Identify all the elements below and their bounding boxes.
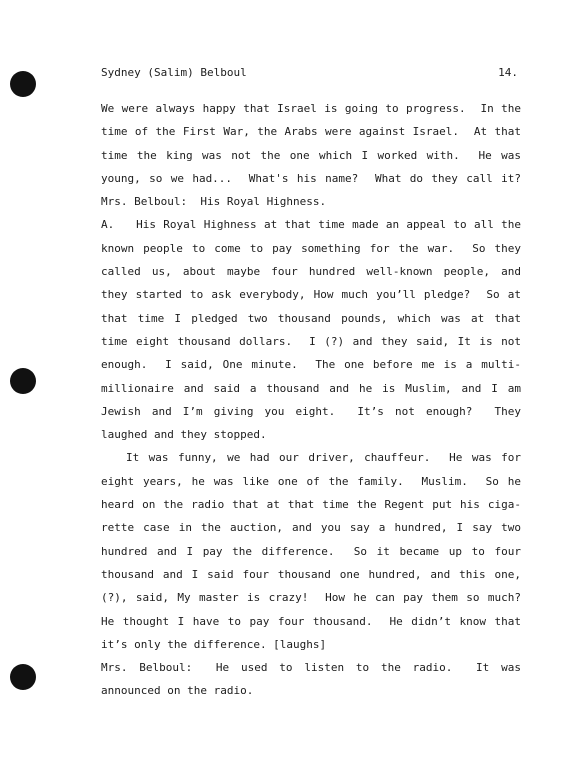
transcript-line: rette case in the auction, and you say a hundred, I say two	[101, 521, 521, 535]
transcript-line: time eight thousand dollars. I (?) and they said, It is not	[101, 334, 521, 348]
transcript-line: announced on the radio.	[101, 684, 254, 698]
transcript-line: thousand and I said four thousand one hundred, and this one,	[101, 567, 521, 581]
transcript-line: laughed and they stopped.	[101, 428, 267, 442]
transcript-line: eight years, he was like one of the family. Muslim. So he	[101, 474, 521, 488]
interviewee-name: Sydney (Salim) Belboul	[101, 66, 247, 79]
transcript-line: millionaire and said a thousand and he is Muslim, and I am	[101, 381, 521, 395]
transcript-line: called us, about maybe four hundred well-known people, and	[101, 265, 521, 279]
binder-hole	[10, 664, 36, 690]
transcript-line: time of the First War, the Arabs were against Israel. At that	[101, 125, 521, 139]
transcript-line: Mrs. Belboul: His Royal Highness.	[101, 195, 327, 209]
transcript-line: We were always happy that Israel is going to progress. In the	[101, 102, 521, 115]
transcript-line: young, so we had... What's his name? What do they call it?	[101, 171, 521, 185]
transcript-line: known people to come to pay something for the war. So they	[101, 241, 521, 255]
transcript-line: they started to ask everybody, How much you’ll pledge? So at	[101, 288, 521, 302]
transcript-body	[101, 102, 521, 708]
transcript-line: time the king was not the one which I worked with. He was	[101, 148, 521, 162]
transcript-line: that time I pledged two thousand pounds, which was at that	[101, 311, 521, 325]
page-number: 14.	[498, 66, 518, 79]
transcript-line: It was funny, we had our driver, chauffeur. He was for	[126, 451, 521, 465]
transcript-line: A. His Royal Highness at that time made an appeal to all the	[101, 218, 521, 232]
transcript-line: Jewish and I’m giving you eight. It’s not enough? They	[101, 404, 521, 418]
transcript-line: Mrs. Belboul: He used to listen to the radio. It was	[101, 661, 521, 675]
transcript-line: enough. I said, One minute. The one before me is a multi-	[101, 358, 521, 372]
transcript-line: (?), said, My master is crazy! How he can pay them so much?	[101, 591, 521, 605]
transcript-line: it’s only the difference. [laughs]	[101, 637, 327, 651]
binder-hole	[10, 368, 36, 394]
binder-hole	[10, 71, 36, 97]
transcript-line: He thought I have to pay four thousand. He didn’t know that	[101, 614, 521, 628]
transcript-line: hundred and I pay the difference. So it became up to four	[101, 544, 521, 558]
transcript-line: heard on the radio that at that time the Regent put his ciga-	[101, 498, 521, 512]
